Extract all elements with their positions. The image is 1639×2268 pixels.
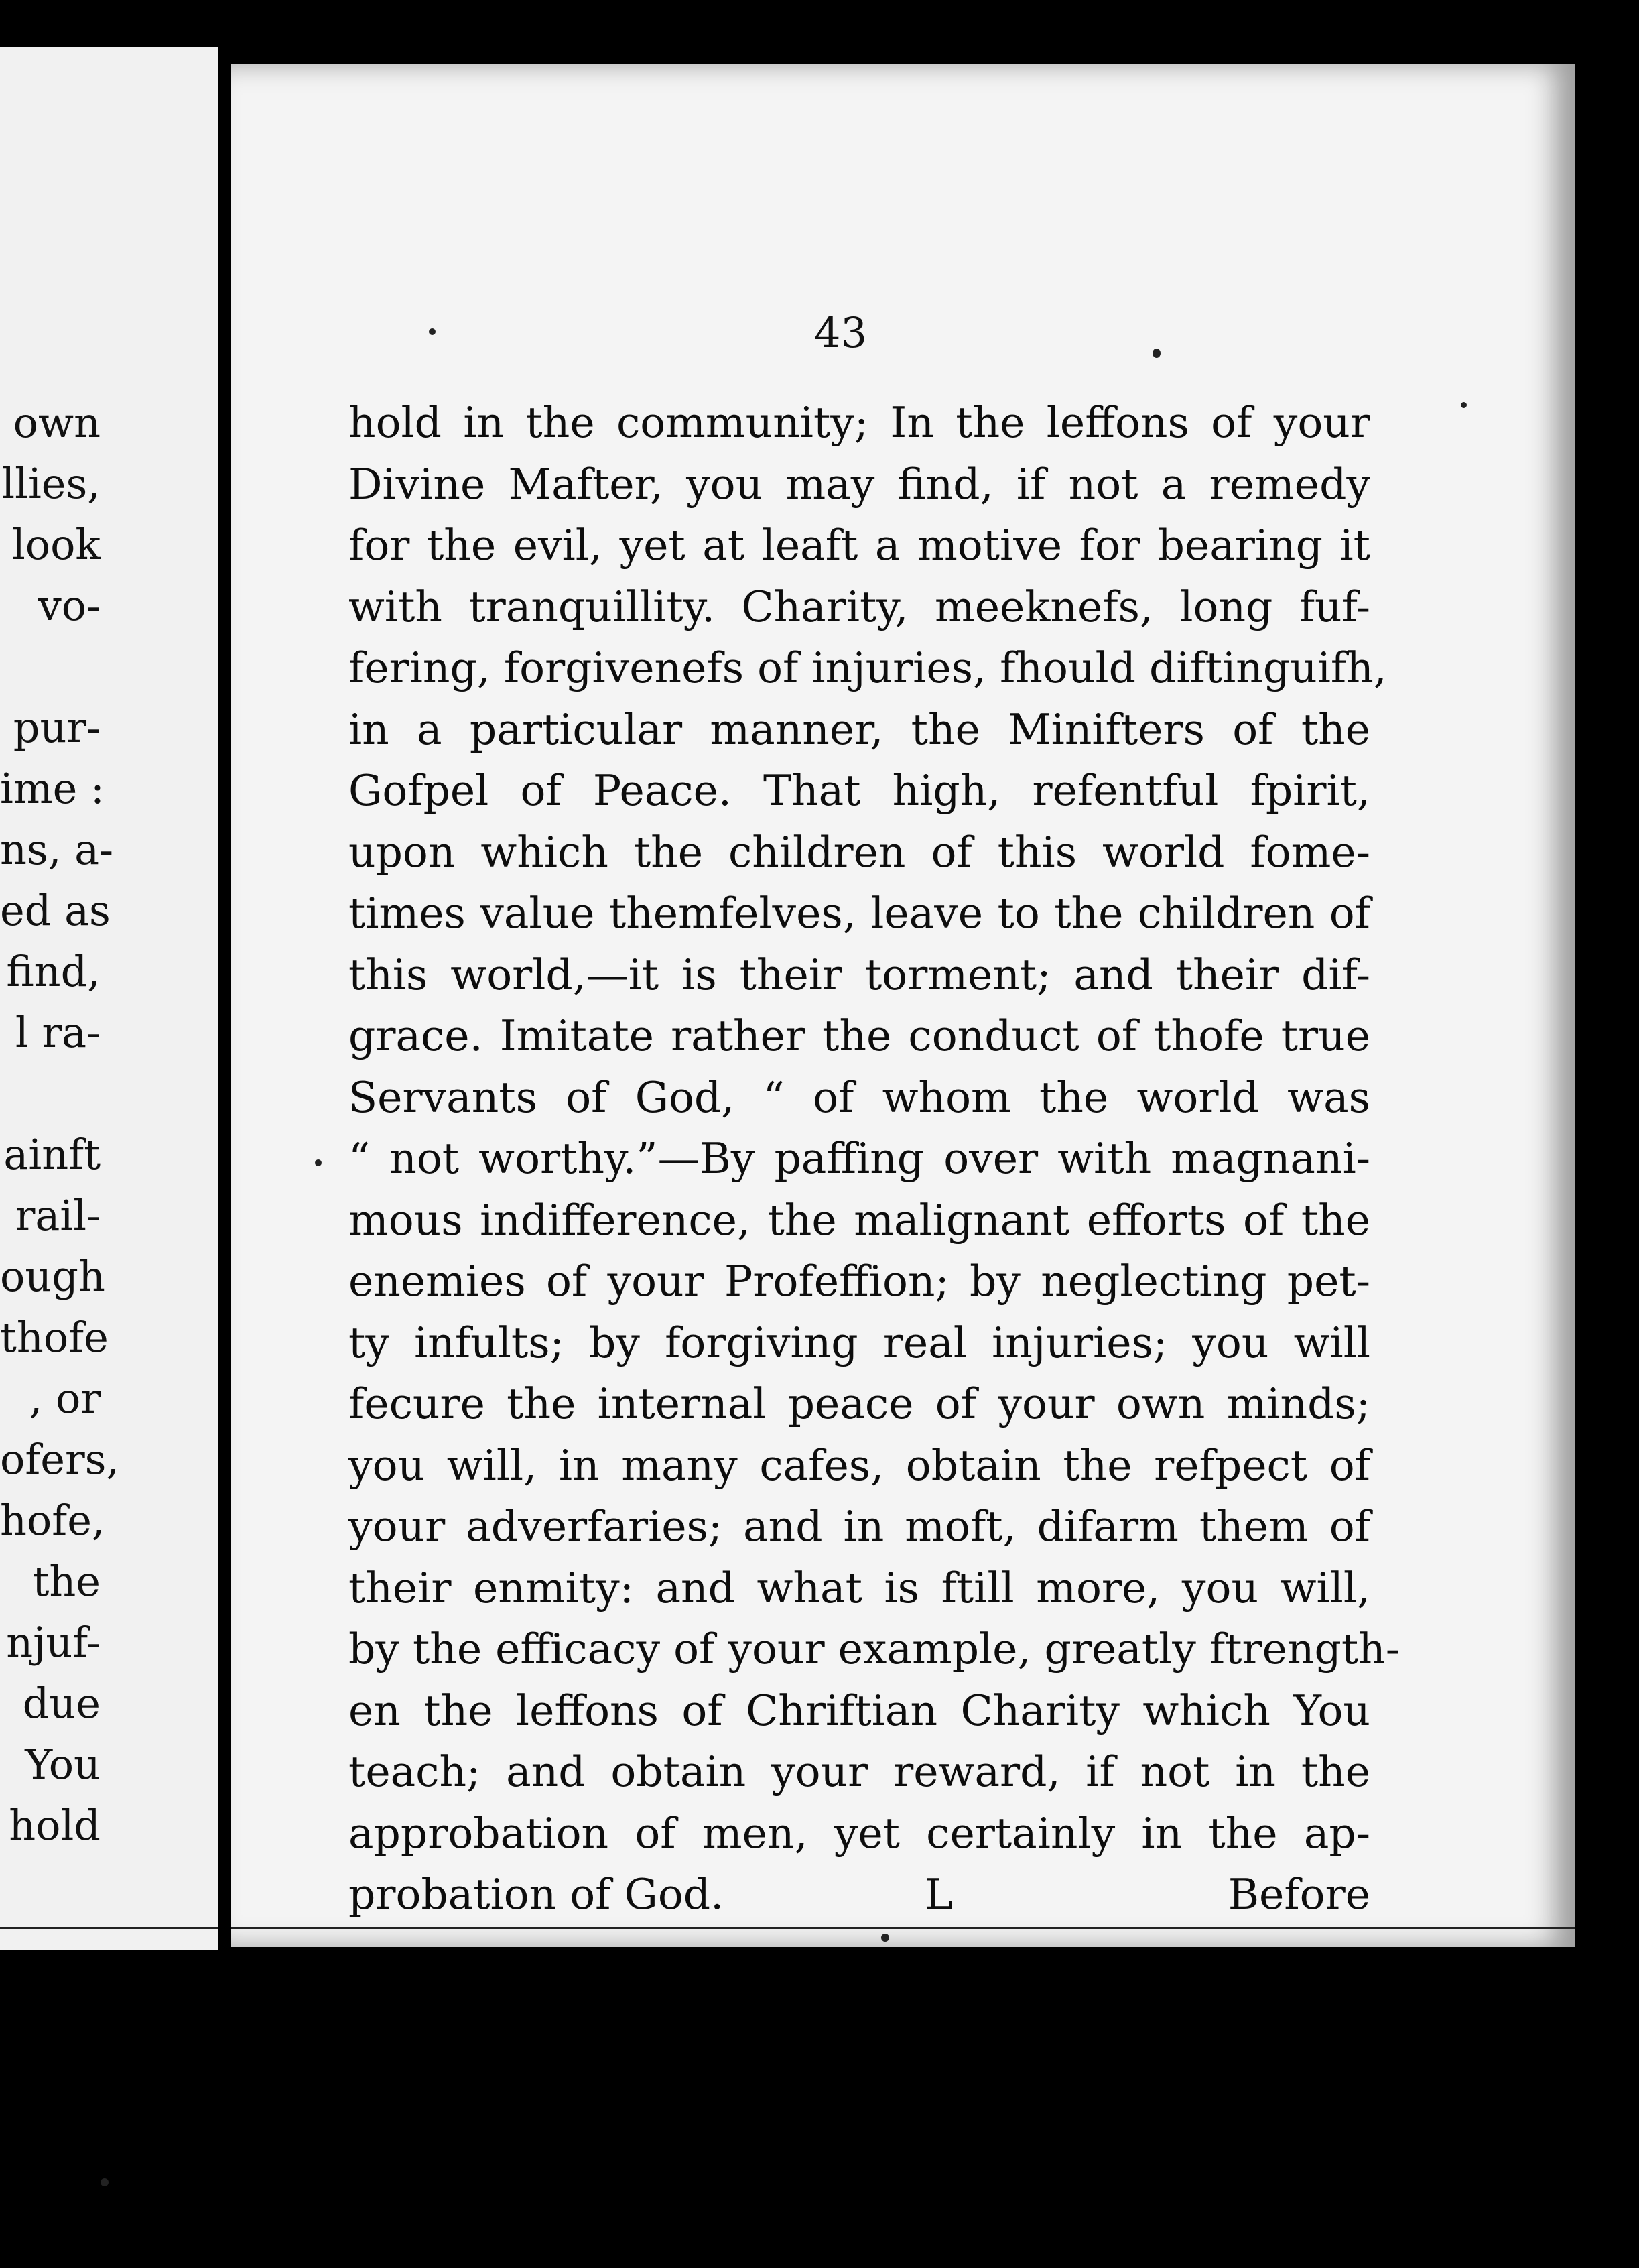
text-line: you will, in many cafes, obtain the refpect of <box>348 1440 1370 1490</box>
text-line: for the evil, yet at leaft a motive for bearing it <box>348 521 1370 570</box>
paper-speck <box>315 1159 322 1166</box>
text-line: Servants of God, “ of whom the world was <box>348 1072 1370 1122</box>
text-line: Gofpel of Peace. That high, refentful fpirit, <box>348 766 1370 815</box>
left-line: ed as <box>0 886 111 935</box>
text-line: fering, forgivenefs of injuries, fhould diftinguifh, <box>348 643 1387 692</box>
left-page <box>0 47 218 1950</box>
text-line: enemies of your Profeffion; by neglecting pet- <box>348 1257 1370 1306</box>
left-line: pur- <box>13 703 101 752</box>
text-line: approbation of men, yet certainly in the ap- <box>348 1808 1370 1858</box>
page-bottom-rule <box>231 1927 1575 1929</box>
text-line: “ not worthy.”—By paffing over with magnani- <box>348 1134 1370 1183</box>
paper-speck <box>1461 402 1467 408</box>
paper-speck <box>881 1934 889 1942</box>
left-page-text <box>0 392 120 1856</box>
left-line: , or <box>29 1374 101 1423</box>
left-line: find, <box>6 947 101 996</box>
left-line: due <box>22 1679 101 1728</box>
left-line: ough <box>0 1252 105 1301</box>
text-line: upon which the children of this world fome- <box>348 827 1370 877</box>
left-line: look <box>11 520 101 569</box>
text-line: en the leffons of Chriftian Charity which You <box>348 1686 1370 1735</box>
paper-speck <box>101 2178 109 2186</box>
paper-speck <box>429 328 436 335</box>
last-text-line <box>348 1864 1370 1926</box>
left-line: llies, <box>1 459 101 508</box>
left-line: ainft <box>3 1130 101 1179</box>
text-line: their enmity: and what is ftill more, you will, <box>348 1563 1370 1613</box>
text-line: times value themfelves, leave to the children of <box>348 889 1370 938</box>
left-line: rail- <box>15 1191 101 1240</box>
text-line: teach; and obtain your reward, if not in the <box>348 1747 1370 1796</box>
left-line: hold <box>9 1801 101 1850</box>
left-line: You <box>25 1740 101 1789</box>
left-line: njuf- <box>6 1618 101 1667</box>
text-line: with tranquillity. Charity, meeknefs, long fuf- <box>348 582 1370 631</box>
body-text <box>348 392 1400 1926</box>
text-line: grace. Imitate rather the conduct of thofe true <box>348 1011 1370 1060</box>
paper-speck <box>1153 349 1161 358</box>
text-line: mous indifference, the malignant efforts of the <box>348 1195 1370 1245</box>
text-line: this world,—it is their torment; and their dif- <box>348 950 1370 999</box>
text-line: ty infults; by forgiving real injuries; you will <box>348 1318 1370 1367</box>
left-line: vo- <box>38 581 101 630</box>
text-line: hold in the community; In the leffons of your <box>348 398 1370 447</box>
left-line: ns, a- <box>0 825 114 874</box>
text-line: by the efficacy of your example, greatly ftrength- <box>348 1625 1400 1674</box>
text-line-end: probation of God. <box>348 1870 724 1919</box>
text-line: fecure the internal peace of your own minds; <box>348 1379 1370 1428</box>
signature-mark: L <box>925 1870 953 1919</box>
left-line: ime : <box>0 764 105 813</box>
left-line: ofers, <box>0 1435 120 1484</box>
page-number: 43 <box>814 308 867 357</box>
left-line: l ra- <box>15 1008 101 1057</box>
catchword: Before <box>1228 1870 1370 1919</box>
left-line: own <box>13 398 101 447</box>
text-line: Divine Mafter, you may find, if not a remedy <box>348 459 1370 509</box>
text-line: in a particular manner, the Minifters of the <box>348 704 1370 754</box>
left-line: the <box>32 1557 101 1606</box>
book-gutter <box>218 0 231 2268</box>
text-line: your adverfaries; and in moft, difarm them of <box>348 1502 1370 1551</box>
left-line: hofe, <box>0 1496 105 1545</box>
left-line <box>0 1063 101 1124</box>
left-bottom-rule <box>0 1927 218 1929</box>
left-line <box>0 636 101 697</box>
left-line: thofe <box>0 1313 109 1362</box>
